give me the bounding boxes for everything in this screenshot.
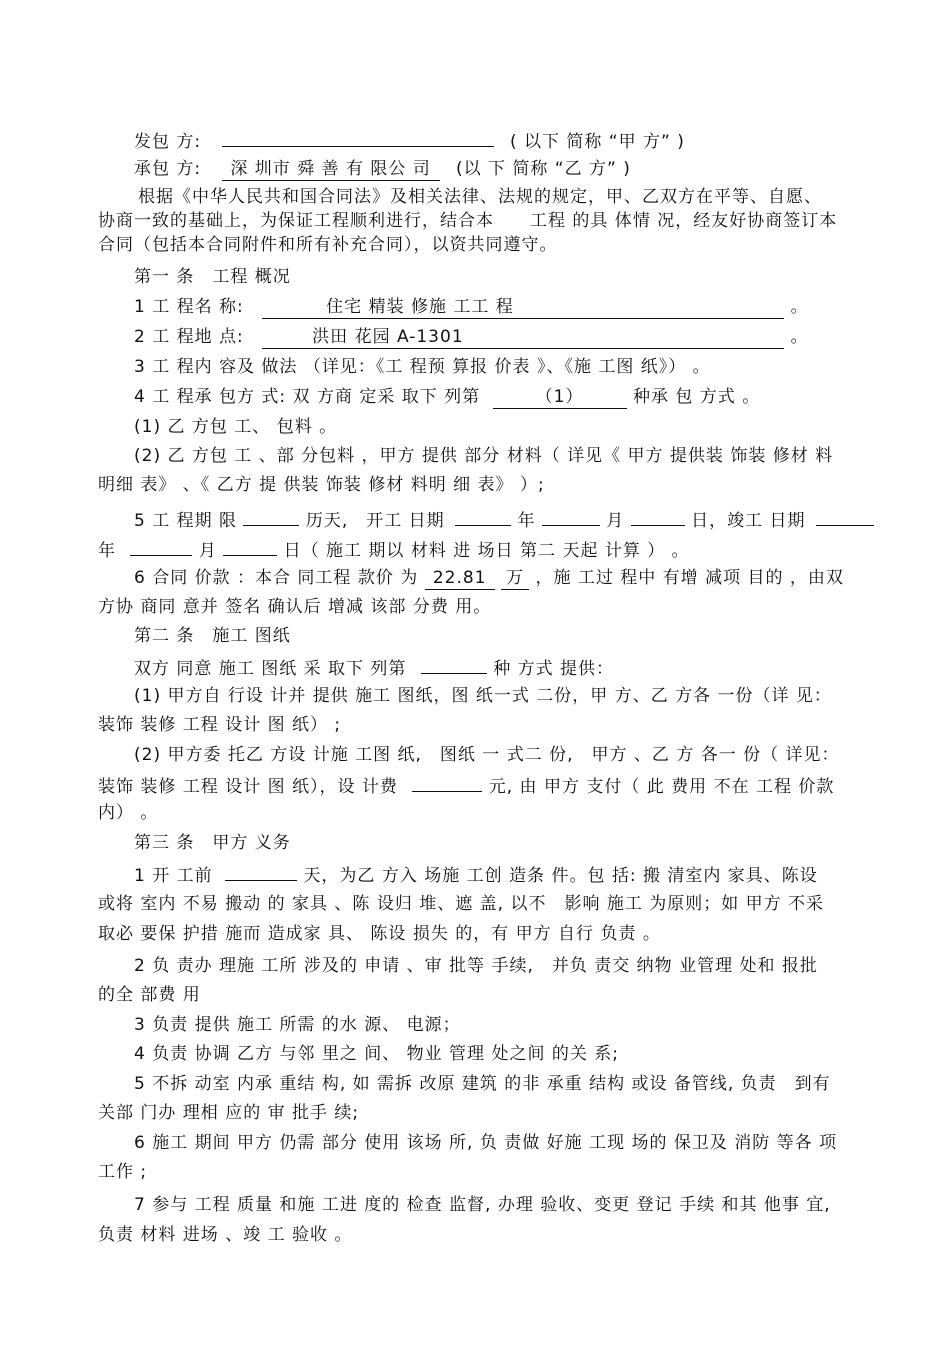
price-line-2: 方协 商同 意并 签名 确认后 增减 该部 分费 用。 [98, 597, 492, 617]
end-day-blank [223, 533, 277, 556]
party-a-line [134, 124, 886, 154]
drawing-method-suffix: 种 方式 提供： [493, 659, 615, 679]
party-b-suffix: (以 下 简称 “乙 方” ) [455, 159, 631, 179]
project-content-line: 3 工 程内 容及 做法 （详见：《工 程预 算报 价表 》、《施 工图 纸》） 。 [134, 357, 711, 377]
mode-option-2-line-2: 明细 表》 、《 乙方 提 供装 饰装 修材 料明 细 表》 ）; [98, 475, 545, 495]
end-date-label: 日，竣工 日期 [691, 511, 806, 531]
duty-2-line-2: 的全 部费 用 [98, 985, 201, 1005]
start-day-blank [631, 503, 685, 526]
design-fee-label: 装饰 装修 工程 设计 图 纸），设 计费 [98, 777, 398, 797]
duty-4: 4 负责 协调 乙方 与邻 里之 间、 物业 管理 处之间 的关 系; [134, 1044, 619, 1064]
design-fee-blank [412, 769, 482, 792]
article-3-title: 第三 条 甲方 义务 [134, 833, 291, 853]
end-year-unit: 年 [98, 541, 116, 561]
end-month-blank [130, 533, 192, 556]
project-address-line [134, 322, 886, 352]
contract-mode-suffix: 种承 包 方式 。 [633, 387, 761, 407]
article-1-title: 第一 条 工程 概况 [134, 267, 291, 287]
party-a-blank [222, 124, 494, 147]
design-fee-note: 元, 由 甲方 支付（ 此 费用 不在 工程 价款 [488, 777, 835, 797]
duty-5-line-2: 关部 门办 理相 应的 审 批手 续; [98, 1103, 360, 1123]
project-name-value: 住宅 精装 修施 工工 程 [262, 296, 784, 319]
party-a-suffix: ( 以下 简称 “甲 方” ) [509, 132, 685, 152]
party-a-label: 发包 方: [134, 132, 202, 152]
project-name-label: 1 工 程名 称: [134, 297, 244, 317]
period-label: 5 工 程期 限 [134, 511, 238, 531]
intro-line-2: 协商一致的基础上，为保证工程顺利进行，结合本 工程 的具 体情 况，经友好协商签订本 [98, 211, 838, 231]
duty-2-line-1: 2 负 责办 理施 工所 涉及的 申请 、审 批等 手续, 并负 责交 纳物 业管理 处和 报批 [134, 956, 818, 976]
duty-1-line-2: 或将 室内 不易 搬动 的 家具 、陈 设归 堆、遮 盖, 以不 影响 施工 为原则；如 甲方 不采 [98, 894, 825, 914]
period-line-2 [98, 533, 850, 563]
start-year-unit: 年 [517, 511, 536, 531]
price-line-1 [134, 563, 886, 593]
drawing-method-blank [421, 651, 487, 674]
drawing-option-1-line-2: 装饰 装修 工程 设计 图 纸） ; [98, 715, 342, 735]
project-address-value: 洪田 花园 A-1301 [262, 326, 784, 349]
project-address-end: 。 [790, 327, 809, 347]
price-label: 6 合同 价款 ：本合 同工程 款价 为 [134, 568, 419, 588]
price-value: 22.81 [425, 567, 495, 590]
intro-line-3: 合同（包括本合同附件和所有补充合同），以资共同遵守。 [98, 235, 558, 255]
period-note: 日（ 施工 期以 材料 进 场日 第二 天起 计算 ） 。 [283, 541, 690, 561]
drawing-method-label: 双方 同意 施工 图纸 采 取下 列第 [134, 659, 407, 679]
mode-option-2-line-1: (2) 乙 方包 工 、部 分包料 ，甲方 提供 部分 材料（ 详见《 甲方 提供装 饰装 修材 料 [134, 446, 834, 466]
drawing-option-1-line-1: (1) 甲方自 行设 计并 提供 施工 图纸，图 纸一式 二份，甲 方、乙 方各 一份（详 见： [134, 686, 832, 706]
duty-1-line-1 [134, 858, 886, 888]
start-year-blank [455, 503, 511, 526]
period-start-label: 历天, 开工 日期 [305, 511, 445, 531]
duty-7-line-1: 7 参与 工程 质量 和施 工进 度的 检查 监督, 办理 验收、变更 登记 手续 和其 他事 宜, [134, 1195, 831, 1215]
price-note: ，施 工过 程中 有增 减项 目的 ，由双 [535, 568, 844, 588]
intro-line-1: 根据《中华人民共和国合同法》及相关法律、法规的规定，甲、乙双方在平等、自愿、 [138, 187, 822, 207]
duty-1-label: 1 开 工前 [134, 866, 213, 886]
start-month-unit: 月 [606, 511, 625, 531]
drawing-option-2-line-3: 内） 。 [98, 803, 159, 823]
duty-3: 3 负责 提供 施工 所需 的水 源、 电源； [134, 1015, 461, 1035]
duty-1-days-blank [225, 858, 297, 881]
party-b-value: 深 圳市 舜 善 有 限公 司 [222, 158, 440, 181]
duty-1-line-3: 取必 要保 护措 施而 造成家 具、 陈设 损失 的，有 甲方 自行 负责 。 [98, 924, 661, 944]
party-b-label: 承包 方: [134, 159, 202, 179]
drawing-method-line [134, 651, 886, 681]
contract-mode-line [134, 382, 886, 412]
article-2-title: 第二 条 施工 图纸 [134, 626, 291, 646]
project-address-label: 2 工 程地 点: [134, 327, 244, 347]
duty-6-line-1: 6 施工 期间 甲方 仍需 部分 使用 该场 所, 负 责做 好施 工现 场的 保卫及 消防 等各 项 [134, 1133, 838, 1153]
duty-6-line-2: 工作 ; [98, 1162, 148, 1182]
duty-5-line-1: 5 不拆 动室 内承 重结 构, 如 需拆 改原 建筑 的非 承重 结构 或设 备管线, 负责 到有 [134, 1074, 831, 1094]
duty-7-line-2: 负责 材料 进场 、竣 工 验收 。 [98, 1225, 353, 1245]
drawing-option-2-line-2 [98, 769, 850, 799]
contract-mode-label: 4 工 程承 包方 式: 双 方商 定采 取下 列第 [134, 387, 481, 407]
start-month-blank [542, 503, 600, 526]
contract-mode-value: （1） [493, 386, 627, 409]
price-unit: 万 [501, 567, 529, 590]
period-days-blank [243, 503, 299, 526]
project-name-end: 。 [790, 297, 809, 317]
end-year-blank [816, 503, 874, 526]
period-line-1 [134, 503, 886, 533]
end-month-unit: 月 [198, 541, 217, 561]
project-name-line [134, 292, 886, 322]
duty-1-text: 天，为乙 方入 场施 工创 造条 件。包 括: 搬 清室内 家具、陈设 [303, 866, 818, 886]
mode-option-1: (1) 乙 方包 工、 包料 。 [134, 417, 338, 437]
drawing-option-2-line-1: (2) 甲方委 托乙 方设 计施 工图 纸, 图纸 一 式二 份, 甲方 、乙 方 各一 份（ 详见： [134, 745, 840, 765]
party-b-line [134, 154, 886, 184]
